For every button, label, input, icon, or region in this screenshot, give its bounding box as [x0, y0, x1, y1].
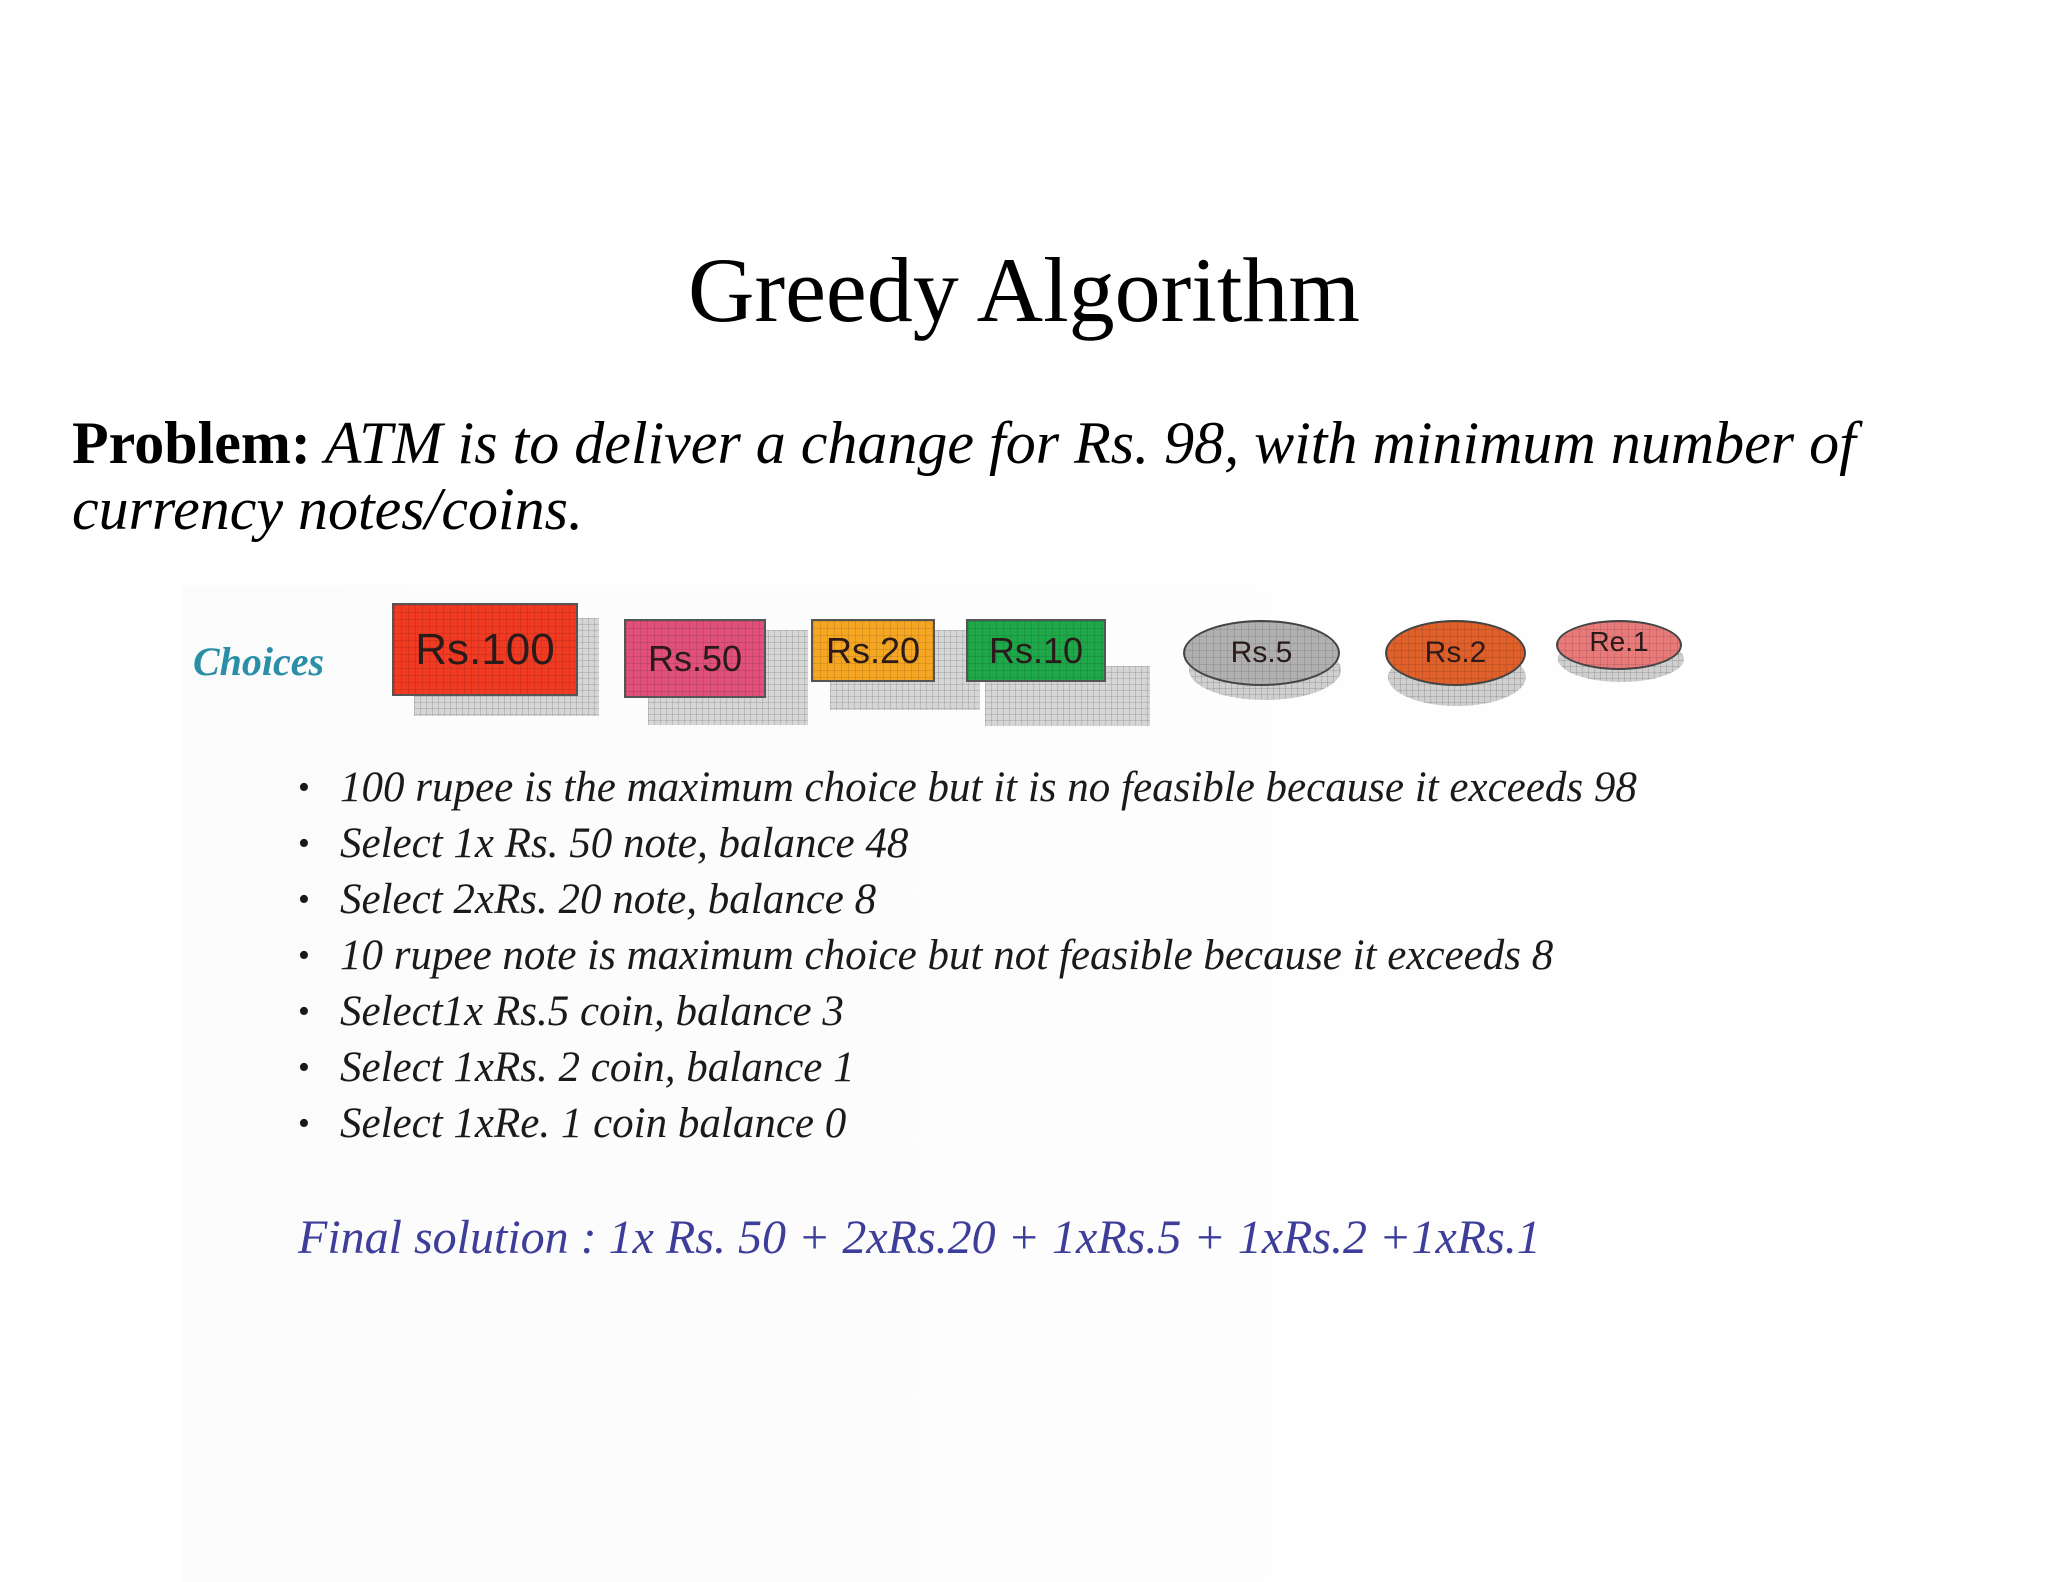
- bullet-icon: •: [298, 1105, 310, 1142]
- bullet-icon: •: [298, 881, 310, 918]
- coin-rs5: Rs.5: [1183, 620, 1340, 686]
- list-item: • Select 1x Rs. 50 note, balance 48: [290, 816, 1637, 872]
- list-item: • 100 rupee is the maximum choice but it is no feasible because it exceeds 98: [290, 760, 1637, 816]
- bullet-icon: •: [298, 1049, 310, 1086]
- note-rs100: Rs.100: [392, 603, 578, 696]
- list-item: • Select 1xRe. 1 coin balance 0: [290, 1096, 1637, 1152]
- list-item: • 10 rupee note is maximum choice but not feasible because it exceeds 8: [290, 928, 1637, 984]
- coin-rs2: Rs.2: [1385, 620, 1526, 686]
- coin-re1: Re.1: [1556, 620, 1682, 670]
- list-item: • Select 1xRs. 2 coin, balance 1: [290, 1040, 1637, 1096]
- bullet-icon: •: [298, 825, 310, 862]
- final-solution: Final solution : 1x Rs. 50 + 2xRs.20 + 1xRs.5 + 1xRs.2 +1xRs.1: [298, 1211, 1541, 1264]
- bullet-icon: •: [298, 769, 310, 806]
- note-rs10: Rs.10: [966, 619, 1106, 682]
- list-item: • Select 2xRs. 20 note, balance 8: [290, 872, 1637, 928]
- problem-statement: [72, 410, 1972, 542]
- note-rs50: Rs.50: [624, 619, 766, 698]
- slide-title: Greedy Algorithm: [688, 239, 1360, 341]
- note-rs20: Rs.20: [811, 619, 935, 682]
- list-item: • Select1x Rs.5 coin, balance 3: [290, 984, 1637, 1040]
- problem-label: Problem:: [72, 410, 311, 476]
- bullet-icon: •: [298, 993, 310, 1030]
- choices-label: Choices: [193, 639, 325, 684]
- problem-text: ATM is to deliver a change for Rs. 98, with minimum number of currency notes/coins.: [72, 410, 1856, 542]
- bullet-icon: •: [298, 937, 310, 974]
- steps-list: [290, 760, 1637, 1152]
